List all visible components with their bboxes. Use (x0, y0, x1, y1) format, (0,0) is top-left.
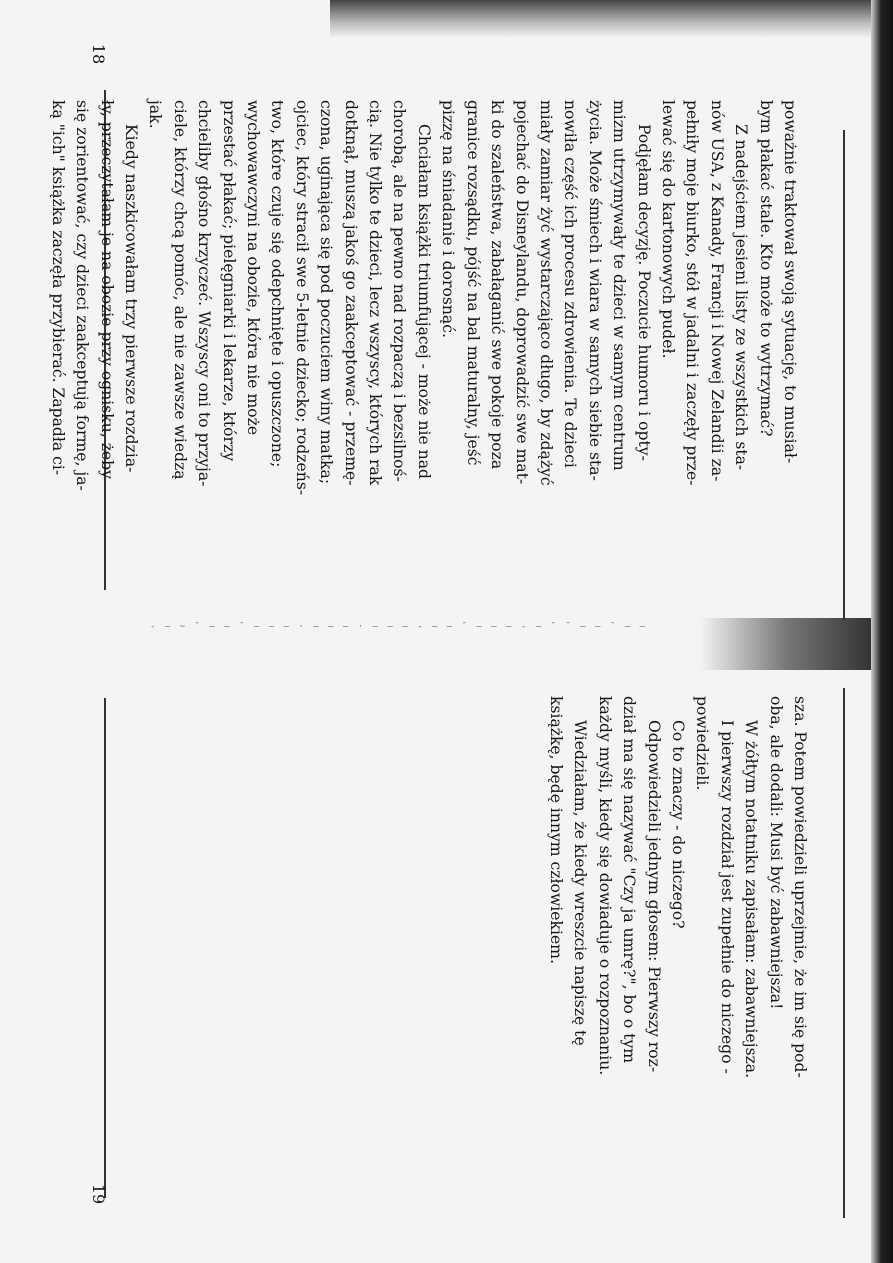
text-line: ciele, którzy chcą pomóc, ale nie zawsze wiedzą (170, 100, 189, 480)
text-line: mizm utrzymywały te dzieci w samym centrum (610, 100, 629, 471)
gutter-divider: - – ~ ˇ – – ˉ – – – · – – – · – – – - – – ˉ – – – - – ˉ ˉ – – ˉ – – (150, 622, 648, 632)
text-line: Kiedy naszkicowałam trzy pierwsze rozdzia- (122, 124, 141, 473)
text-line: nowiła część ich procesu zdrowienia. Te dzieci (561, 100, 580, 468)
scan-edge-bar (871, 0, 893, 1263)
scan-shadow-gutter (700, 618, 893, 670)
text-line: dział ma się nazywać "Czy ja umrę?", bo o tym (620, 696, 639, 1064)
text-line: pojechać do Disneylandu, doprowadzić swe mat- (512, 100, 531, 485)
text-line: I pierwszy rozdział jest zupełnie do niczego - (717, 720, 736, 1074)
page-left-text (45, 100, 802, 540)
text-line: Podjęłam decyzję. Poczucie humoru i opty- (634, 124, 653, 461)
text-line: powiedzieli. (693, 696, 712, 791)
text-line: two, które czuje się odepchnięte i opuszczone; (268, 100, 287, 468)
text-line: miały zamiar żyć wystarczająco długo, by zdążyć (536, 100, 555, 486)
text-line: ojciec, który stracił swe 5-letnie dziecko; rodzeńs- (292, 100, 311, 496)
text-line: sza. Potem powiedzieli uprzejmie, że im się pod- (791, 696, 809, 1078)
text-line: pełniły moje biurko, stół w jadalni i zaczęły prze- (683, 100, 702, 486)
text-line: nów USA, z Kanady, Francji i Nowej Zelandii za- (707, 100, 726, 482)
text-line: jak. (146, 100, 165, 129)
text-line: ki do szaleństwa, zabałaganić swe pokoje poza (488, 100, 507, 470)
text-line: W żółtym notatniku zapisałam: zabawniejsza. (742, 720, 761, 1079)
text-line: oba, ale dodali: Musi być zabawniejsza! (766, 696, 785, 1010)
text-line: chcieliby głośno krzyczeć. Wszyscy oni to przyja- (195, 100, 214, 487)
text-line: Z nadejściem jesieni listy ze wszystkich sta- (732, 124, 751, 471)
text-line: bym płakać stale. Kto może to wytrzymać? (756, 100, 775, 437)
text-line: wychowawczyni na obozie, która nie może (244, 100, 263, 436)
text-line: ką "ich" książka zaczęła przybierać. Zapadła ci- (48, 100, 67, 476)
text-line: przestać płakać; pielęgniarki i lekarze, którzy (219, 100, 238, 462)
text-line: poważnie traktował swoją sytuację, to musiał- (781, 100, 799, 464)
header-rule-right (843, 688, 845, 1218)
text-line: każdy myśli, kiedy się dowiaduje o rozpoznaniu. (595, 696, 614, 1076)
text-line: książkę, będę innym człowiekiem. (546, 696, 565, 964)
text-line: dotknął, muszą jakoś go zaakceptować - przemę- (341, 100, 360, 486)
header-rule-left (843, 130, 845, 620)
text-line: pizzę na śniadanie i dorosnąć. (439, 100, 458, 338)
page-right-text (544, 696, 812, 1136)
text-line: czona, uginająca się pod poczuciem winy matka; (317, 100, 336, 485)
text-line: chorobą, ale na pewno nad rozpaczą i bezsilnoś- (390, 100, 409, 482)
text-line: Chciałam książki triumfującej - może nie nad (414, 124, 433, 480)
text-line: Co to znaczy - do niczego? (668, 720, 687, 929)
text-line: granice rozsądku, pójść na bal maturalny, jeść (463, 100, 482, 466)
page-number-left: 18 (89, 43, 108, 65)
text-line: życia. Może śmiech i wiara w samych siebie sta- (585, 100, 604, 481)
text-line: ły, przeczytałam je na obozie przy ognisku, żeby (97, 100, 116, 479)
text-line: cią. Nie tylko te dzieci, lecz wszyscy, których rak (366, 100, 385, 486)
text-line: lewać się do kartonowych pudeł. (658, 100, 677, 359)
text-line: Odpowiedzieli jednym głosem: Pierwszy roz- (644, 720, 663, 1073)
text-line: się zorientować, czy dzieci zaakceptują formę, ja- (73, 100, 92, 491)
scan-shadow-top (330, 0, 893, 38)
footer-rule-right (104, 698, 106, 1198)
page-number-right: 19 (89, 1183, 108, 1205)
text-line: Wiedziałam, że kiedy wreszcie napiszę tę (571, 720, 590, 1046)
